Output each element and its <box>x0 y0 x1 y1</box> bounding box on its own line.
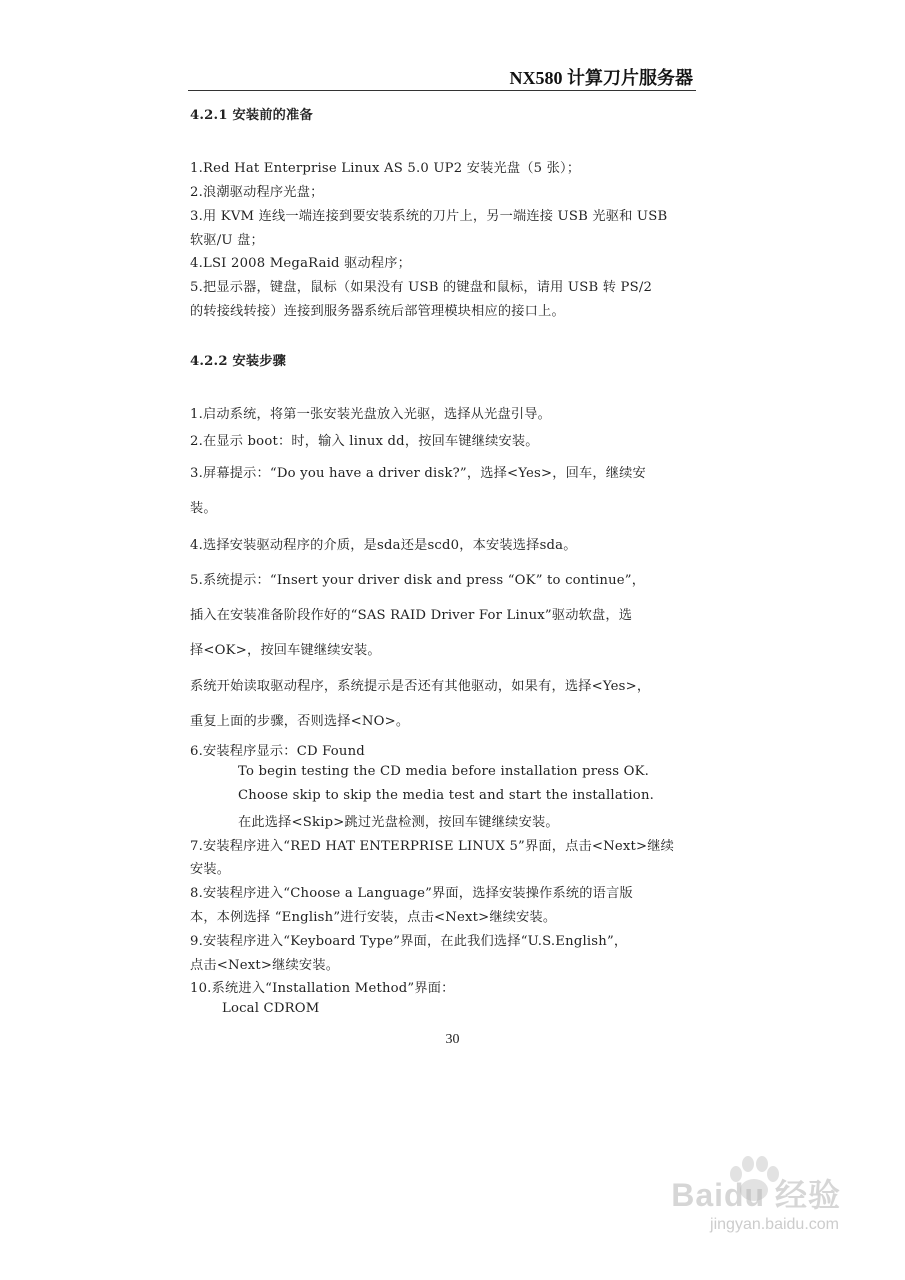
baidu-watermark <box>647 1150 847 1250</box>
step-line: 插入在安装准备阶段作好的“SAS RAID Driver For Linux”驱动软盘，选 <box>190 608 633 623</box>
step-line-indented: Local CDROM <box>222 1001 320 1016</box>
step-line-indented: To begin testing the CD media before installation press OK. <box>238 764 650 779</box>
step-line: 6.安装程序显示：CD Found <box>190 744 365 759</box>
step-line: 择<OK>，按回车键继续安装。 <box>190 643 381 658</box>
step-line: 装。 <box>190 501 217 516</box>
page-number: 30 <box>445 1032 460 1047</box>
step-line: 5.系统提示：“Insert your driver disk and press “OK” to continue”， <box>190 573 646 588</box>
step-line: 3.屏幕提示：“Do you have a driver disk?”，选择<Yes>，回车，继续安 <box>190 466 646 481</box>
prep-line: 2.浪潮驱动程序光盘； <box>190 185 324 200</box>
watermark-text: Baidu 经验 <box>671 1177 841 1213</box>
page-header-title: NX580 计算刀片服务器 <box>509 68 693 88</box>
prep-line: 5.把显示器，键盘，鼠标（如果没有 USB 的键盘和鼠标，请用 USB 转 PS/2 <box>190 280 653 295</box>
step-line: 系统开始读取驱动程序，系统提示是否还有其他驱动，如果有，选择<Yes>， <box>190 679 651 694</box>
step-line: 重复上面的步骤，否则选择<NO>。 <box>190 714 410 729</box>
header-rule <box>188 90 696 91</box>
step-line: 8.安装程序进入“Choose a Language”界面，选择安装操作系统的语言版 <box>190 886 633 901</box>
prep-line: 3.用 KVM 连线一端连接到要安装系统的刀片上，另一端连接 USB 光驱和 USB <box>190 209 668 224</box>
step-line-indented: 在此选择<Skip>跳过光盘检测，按回车键继续安装。 <box>238 815 559 830</box>
watermark-url: jingyan.baidu.com <box>710 1216 839 1233</box>
step-line: 1.启动系统，将第一张安装光盘放入光驱，选择从光盘引导。 <box>190 407 552 422</box>
step-line: 9.安装程序进入“Keyboard Type”界面，在此我们选择“U.S.English”， <box>190 934 628 949</box>
step-line: 2.在显示 boot：时，输入 linux dd，按回车键继续安装。 <box>190 434 539 449</box>
step-line: 10.系统进入“Installation Method”界面： <box>190 981 455 996</box>
step-line: 本，本例选择 “English”进行安装，点击<Next>继续安装。 <box>190 910 557 925</box>
step-line-indented: Choose skip to skip the media test and start the installation. <box>238 788 655 803</box>
section-heading-steps: 4.2.2 安装步骤 <box>190 354 287 369</box>
step-line: 7.安装程序进入“RED HAT ENTERPRISE LINUX 5”界面，点击<Next>继续 <box>190 839 675 854</box>
step-line: 点击<Next>继续安装。 <box>190 958 340 973</box>
prep-line: 4.LSI 2008 MegaRaid 驱动程序； <box>190 256 412 271</box>
prep-line: 1.Red Hat Enterprise Linux AS 5.0 UP2 安装光盘（5 张）； <box>190 161 581 176</box>
prep-line: 软驱/U 盘； <box>190 233 264 248</box>
prep-line: 的转接线转接）连接到服务器系统后部管理模块相应的接口上。 <box>190 304 565 319</box>
step-line: 4.选择安装驱动程序的介质，是sda还是scd0，本安装选择sda。 <box>190 538 577 553</box>
section-heading-prep: 4.2.1 安装前的准备 <box>190 108 313 123</box>
step-line: 安装。 <box>190 862 231 877</box>
